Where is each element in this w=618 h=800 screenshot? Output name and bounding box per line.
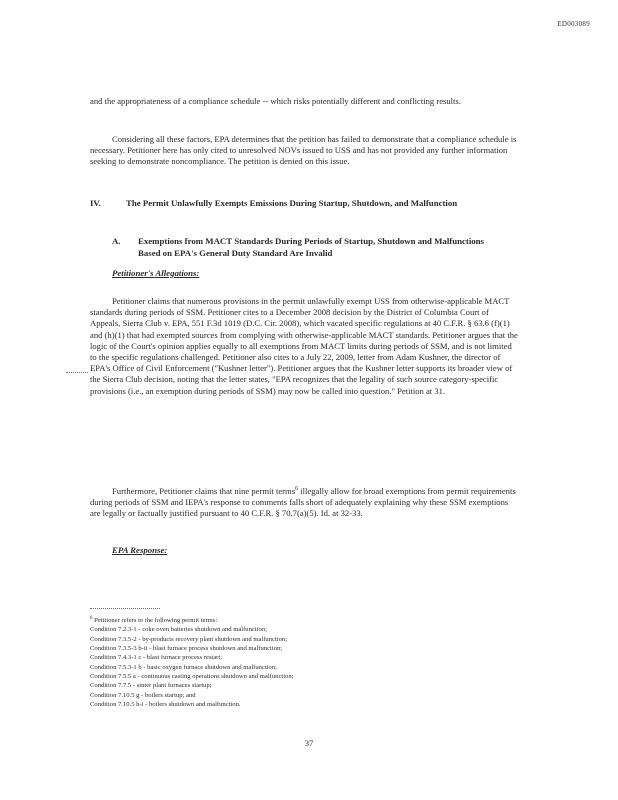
margin-mark (66, 372, 88, 373)
footnote-line: Condition 7.7.5 - sinter plant furnaces startup; (90, 682, 212, 690)
section-a-heading (112, 236, 512, 259)
section-iv-heading (90, 198, 510, 210)
response-heading: EPA Response: (112, 545, 168, 555)
section-iv-title: The Permit Unlawfully Exempts Emissions During Startup, Shutdown, and Malfunction (126, 198, 458, 208)
footnote-line: Condition 7.4.3-1 c - blast furnace process restart; (90, 654, 223, 662)
allegations-heading: Petitioner's Allegations: (112, 268, 200, 278)
paragraph-permit-terms: Furthermore, Petitioner claims that nine permit terms$^6$ illegally allow for broad exemptions from permit requirements during periods of SSM and IEPA's response to comments falls short of adequately explaining why these SSM exemptions are legally or factually justified pursuant to 40 C.F.R. § 70.7(a)(5). Id. at 32-33. (90, 485, 516, 519)
footnote-line: Condition 7.10.5 g - boilers startup; and (90, 691, 196, 699)
paragraph-continuation: and the appropriateness of a compliance schedule -- which risks potentially different and conflicting results. (90, 96, 461, 106)
section-a-title: Exemptions from MACT Standards During Periods of Startup, Shutdown and Malfunctions Based on EPA's General Duty Standard Are Invalid (138, 236, 484, 258)
footnote-line: Condition 7.10.5 h-i - boilers shutdown and malfunction. (90, 700, 241, 708)
page-number: 37 (304, 738, 314, 748)
footnote-line: Condition 7.5.5 a - continuous casting operations shutdown and malfunction; (90, 672, 294, 680)
footnote-line: Condition 7.3.5-2 - by-products recovery plant shutdown and malfunction; (90, 635, 288, 643)
footnote-line: Condition 7.3.5-3 b-ii - blast furnace process shutdown and malfunction; (90, 645, 283, 653)
section-a-number: A. (112, 236, 121, 246)
footnote (90, 614, 490, 709)
paragraph-petitioner-claims: Petitioner claims that numerous provisions in the permit unlawfully exempt USS from otherwise-applicable MACT standards during periods of SSM. Petitioner cites to a December 2008 decision by the District of Columbia Court of Appeals, Sierra Club v. EPA, 551 F.3d 1019 (D.C. Cir. 2008), which vacated specific regulations at 40 C.F.R. § 63.6 (f)(1) and (h)(1) that had exempted sources from complying with otherwise-applicable MACT standards. Petitioner argues that the logic of the Court's opinion applies equally to all exemptions from MACT limits during periods of SSM, and is not limited to the specific regulations challenged. Petitioner also cites to a July 22, 2009, letter from Adam Kushner, the director of EPA's Office of Civil Enforcement ("Kushner letter"). Petitioner argues that the Kushner letter supports its broader view of the Sierra Club decision, noting that the letter states, "EPA recognizes that the legality of such source category-specific provisions (i.e., an exemption during periods of SSM) may now be called into question." Petition at 31. (90, 296, 518, 396)
paragraph-compliance-schedule: Considering all these factors, EPA determines that the petition has failed to demonstrate that a compliance schedule is necessary. Petitioner here has only cited to unresolved NOVs issued to USS and has not provided any further information seeking to demonstrate noncompliance. The petition is denied on this issue. (90, 134, 517, 167)
footnote-intro: $^6$ Petitioner refers to the following permit terms: (90, 616, 218, 625)
footnote-reference: 6 (295, 486, 299, 492)
footnote-line: Condition 7.5.3-1 b - basic oxygen furnace shutdown and malfunction; (90, 663, 277, 671)
footnote-separator (90, 608, 160, 609)
section-iv-number: IV. (90, 198, 101, 208)
document-id: ED003089 (557, 20, 590, 28)
footnote-line: Condition 7.2.3-1 - coke oven batteries shutdown and malfunction; (90, 626, 267, 634)
